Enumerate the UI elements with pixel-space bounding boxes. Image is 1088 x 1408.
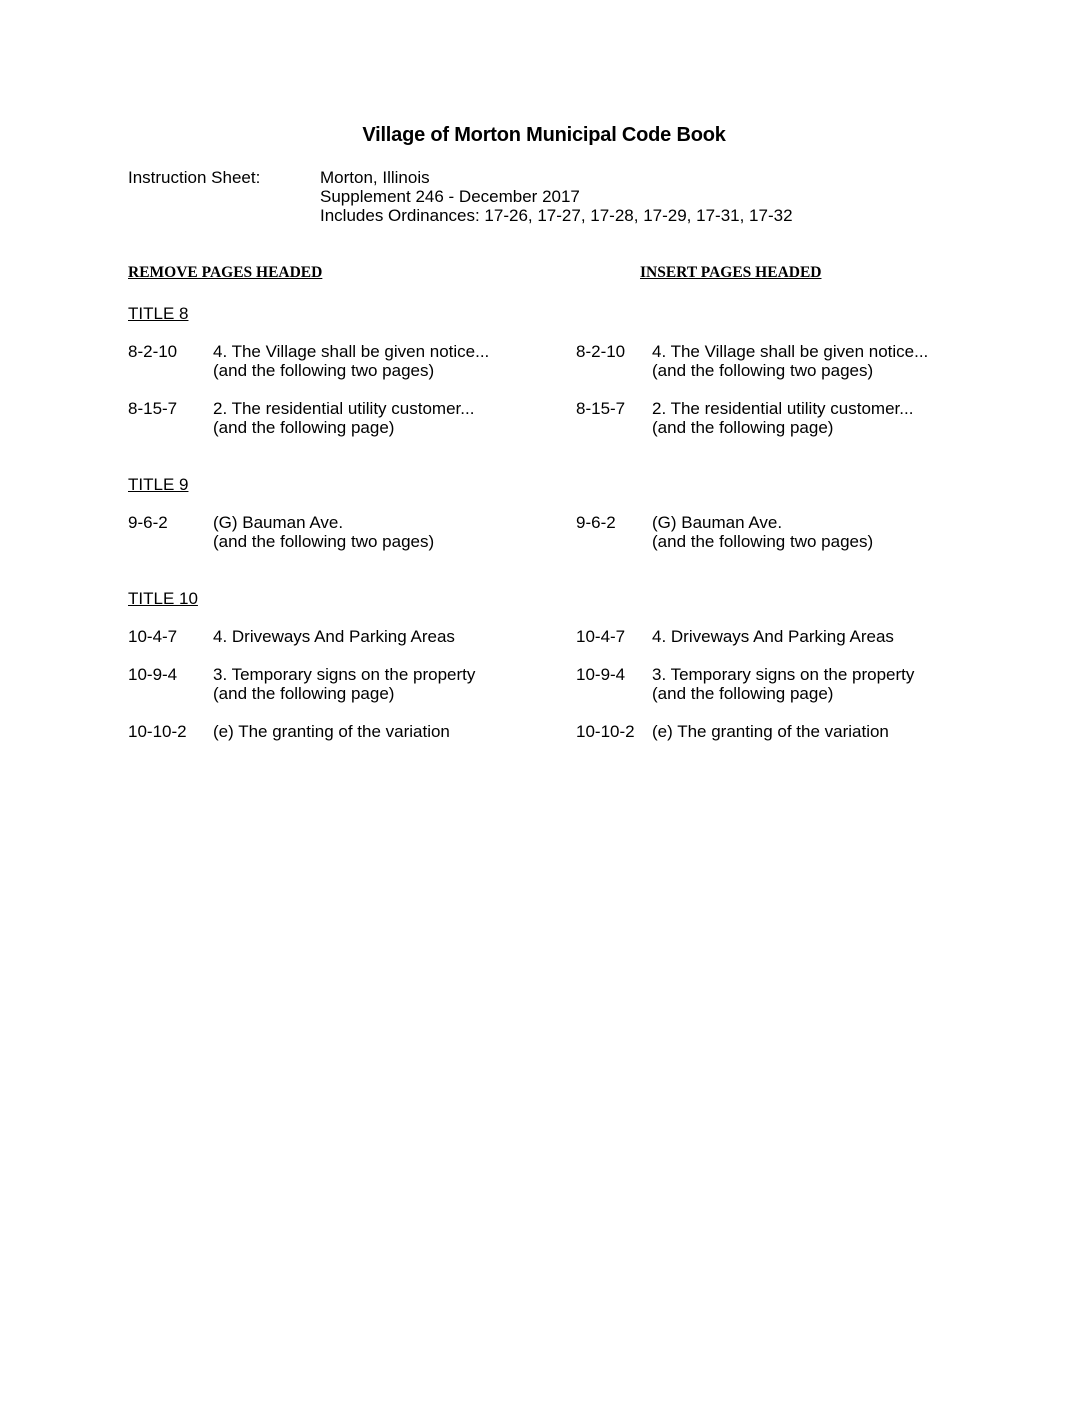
description-line: 4. Driveways And Parking Areas: [652, 627, 894, 646]
insert-entry-code: 8-2-10: [576, 342, 626, 361]
description-line: (e) The granting of the variation: [652, 722, 889, 741]
insert-entry-code: 10-4-7: [576, 627, 626, 646]
remove-entry-description: [213, 722, 450, 741]
section-title-8: TITLE 8: [128, 304, 189, 323]
description-line: (G) Bauman Ave.: [652, 513, 783, 532]
insert-pages-heading: INSERT PAGES HEADED: [640, 264, 822, 281]
document-title: Village of Morton Municipal Code Book: [362, 124, 726, 146]
remove-entry-description: [213, 342, 489, 380]
remove-entry-description: [213, 665, 475, 703]
description-line: (and the following two pages): [213, 532, 435, 551]
description-line: 4. The Village shall be given notice...: [213, 342, 490, 361]
description-line: (G) Bauman Ave.: [213, 513, 344, 532]
description-line: 2. The residential utility customer...: [652, 399, 914, 418]
remove-entry-code: 8-2-10: [128, 342, 178, 361]
remove-entry-code: 9-6-2: [128, 513, 168, 532]
insert-entry-description: [652, 665, 914, 703]
insert-entry-description: [652, 342, 928, 380]
remove-entry-description: [213, 399, 474, 437]
remove-entry-description: [213, 627, 455, 646]
insert-entry-description: [652, 627, 894, 646]
description-line: 4. Driveways And Parking Areas: [213, 627, 455, 646]
instruction-label: Instruction Sheet:: [128, 168, 261, 187]
remove-entry-code: 8-15-7: [128, 399, 178, 418]
remove-pages-heading: REMOVE PAGES HEADED: [128, 264, 323, 281]
instruction-line-ordinances: Includes Ordinances: 17-26, 17-27, 17-28, 17-29, 17-31, 17-32: [320, 206, 793, 225]
description-line: 2. The residential utility customer...: [213, 399, 475, 418]
remove-entry-code: 10-10-2: [128, 722, 187, 741]
remove-entry-code: 10-9-4: [128, 665, 178, 684]
description-line: (and the following page): [652, 418, 834, 437]
description-line: 4. The Village shall be given notice...: [652, 342, 929, 361]
insert-entry-description: [652, 513, 873, 551]
section-title-10: TITLE 10: [128, 589, 198, 608]
insert-entry-code: 9-6-2: [576, 513, 616, 532]
insert-entry-code: 10-10-2: [576, 722, 635, 741]
instruction-details: [320, 168, 793, 225]
description-line: (and the following two pages): [652, 532, 874, 551]
description-line: (e) The granting of the variation: [213, 722, 450, 741]
description-line: (and the following two pages): [213, 361, 435, 380]
insert-entry-description: [652, 722, 889, 741]
instruction-line-supplement: Supplement 246 - December 2017: [320, 187, 580, 206]
insert-entry-code: 10-9-4: [576, 665, 626, 684]
description-line: 3. Temporary signs on the property: [652, 665, 915, 684]
description-line: 3. Temporary signs on the property: [213, 665, 476, 684]
insert-entry-code: 8-15-7: [576, 399, 626, 418]
description-line: (and the following page): [652, 684, 834, 703]
instruction-line-location: Morton, Illinois: [320, 168, 430, 187]
description-line: (and the following page): [213, 418, 395, 437]
description-line: (and the following two pages): [652, 361, 874, 380]
remove-entry-code: 10-4-7: [128, 627, 178, 646]
insert-entry-description: [652, 399, 913, 437]
section-title-9: TITLE 9: [128, 475, 189, 494]
description-line: (and the following page): [213, 684, 395, 703]
remove-entry-description: [213, 513, 434, 551]
